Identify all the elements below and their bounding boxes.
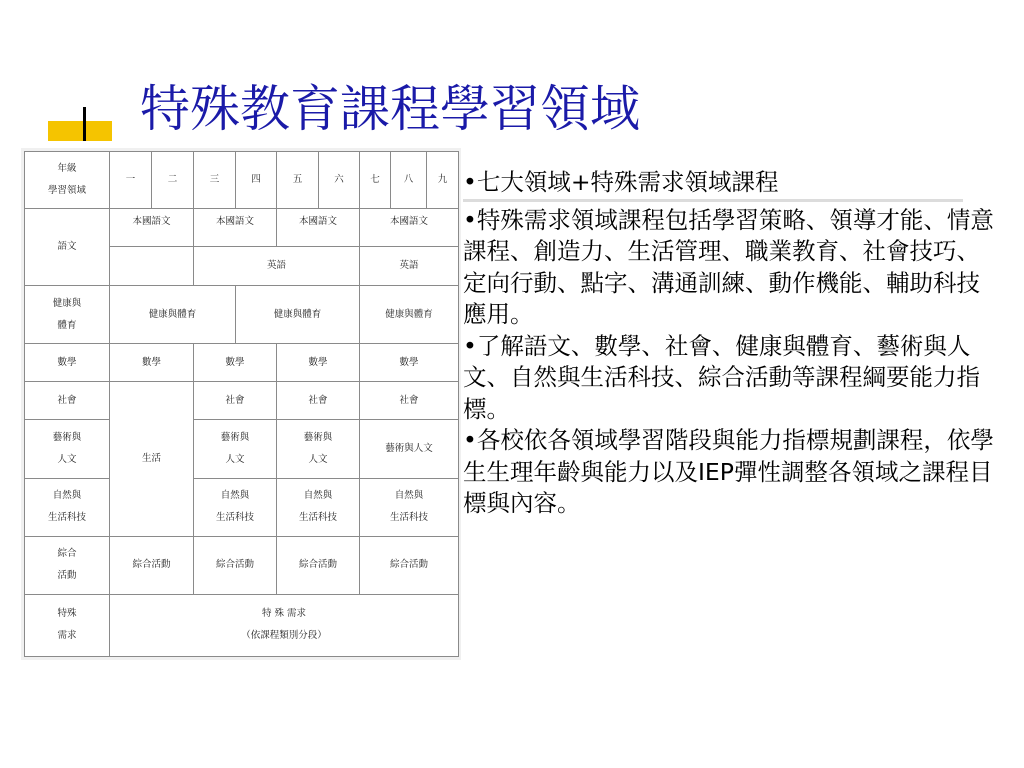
cell-math: 數學 [110, 344, 194, 382]
cell-english: 英語 [360, 247, 459, 286]
accent-block [48, 121, 112, 141]
domain-label-language: 語文 [25, 209, 110, 286]
cell-arts: 藝術與 人文 [194, 420, 277, 478]
cell-health: 健康與體育 [110, 286, 236, 344]
bullet-item: •各校依各領域學習階段與能力指標規劃課程，依學生生理年齡與能力以及IEP彈性調整各領域之課程目標與內容。 [463, 426, 994, 517]
cell-math: 數學 [277, 344, 360, 382]
slide-title: 特殊教育課程學習領域 [140, 80, 640, 138]
cell-life: 生活 [110, 382, 194, 536]
bullet-item: •七大領域+特殊需求領域課程 [463, 167, 963, 202]
domain-label-integrative: 綜合 活動 [25, 536, 110, 594]
grade-header: 五 [277, 152, 319, 209]
table-row [25, 536, 459, 594]
grade-header: 九 [427, 152, 459, 209]
table-row [25, 344, 459, 382]
grade-header: 一 [110, 152, 152, 209]
cell-science: 自然與 生活科技 [194, 478, 277, 536]
table-row [25, 209, 459, 247]
cell-math: 數學 [194, 344, 277, 382]
cell-national-language: 本國語文 [194, 209, 277, 247]
grade-header: 六 [319, 152, 360, 209]
bullet-list [463, 167, 1003, 520]
domain-label-health: 健康與 體育 [25, 286, 110, 344]
cell-math: 數學 [360, 344, 459, 382]
table-row [25, 478, 459, 536]
cell-integrative: 綜合活動 [110, 536, 194, 594]
cell-national-language: 本國語文 [277, 209, 360, 247]
cell-integrative: 綜合活動 [194, 536, 277, 594]
domain-label-math: 數學 [25, 344, 110, 382]
accent-bar [83, 107, 86, 141]
cell-national-language: 本國語文 [360, 209, 459, 247]
table-corner-header: 年級 學習領域 [25, 152, 110, 209]
cell-english: 英語 [194, 247, 360, 286]
grade-header: 七 [360, 152, 391, 209]
grade-header: 三 [194, 152, 236, 209]
domain-label-science: 自然與 生活科技 [25, 478, 110, 536]
table-row [25, 382, 459, 420]
table-row [25, 420, 459, 478]
grade-header: 二 [152, 152, 194, 209]
cell-social: 社會 [194, 382, 277, 420]
cell-empty [110, 247, 194, 286]
curriculum-table-image [21, 148, 461, 660]
cell-science: 自然與 生活科技 [277, 478, 360, 536]
cell-special-needs: 特 殊 需求 （依課程類別分段） [110, 594, 459, 656]
cell-integrative: 綜合活動 [360, 536, 459, 594]
bullet-item: •了解語文、數學、社會、健康與體育、藝術與人文、自然與生活科技、綜合活動等課程綱要能力指標。 [463, 331, 980, 423]
cell-social: 社會 [360, 382, 459, 420]
domain-label-arts: 藝術與 人文 [25, 420, 110, 478]
domain-label-special: 特殊 需求 [25, 594, 110, 656]
cell-science: 自然與 生活科技 [360, 478, 459, 536]
domain-label-social: 社會 [25, 382, 110, 420]
curriculum-table [24, 151, 459, 657]
cell-health: 健康與體育 [360, 286, 459, 344]
cell-arts: 藝術與人文 [360, 420, 459, 478]
cell-health: 健康與體育 [236, 286, 360, 344]
bullet-item: •特殊需求領域課程包括學習策略、領導才能、情意課程、創造力、生活管理、職業教育、社會技巧、定向行動、點字、溝通訓練、動作機能、輔助科技應用。 [463, 205, 994, 328]
grade-header: 八 [391, 152, 427, 209]
cell-social: 社會 [277, 382, 360, 420]
cell-arts: 藝術與 人文 [277, 420, 360, 478]
table-row [25, 152, 459, 209]
cell-integrative: 綜合活動 [277, 536, 360, 594]
grade-header: 四 [236, 152, 277, 209]
table-row [25, 594, 459, 656]
table-row [25, 286, 459, 344]
cell-national-language: 本國語文 [110, 209, 194, 247]
